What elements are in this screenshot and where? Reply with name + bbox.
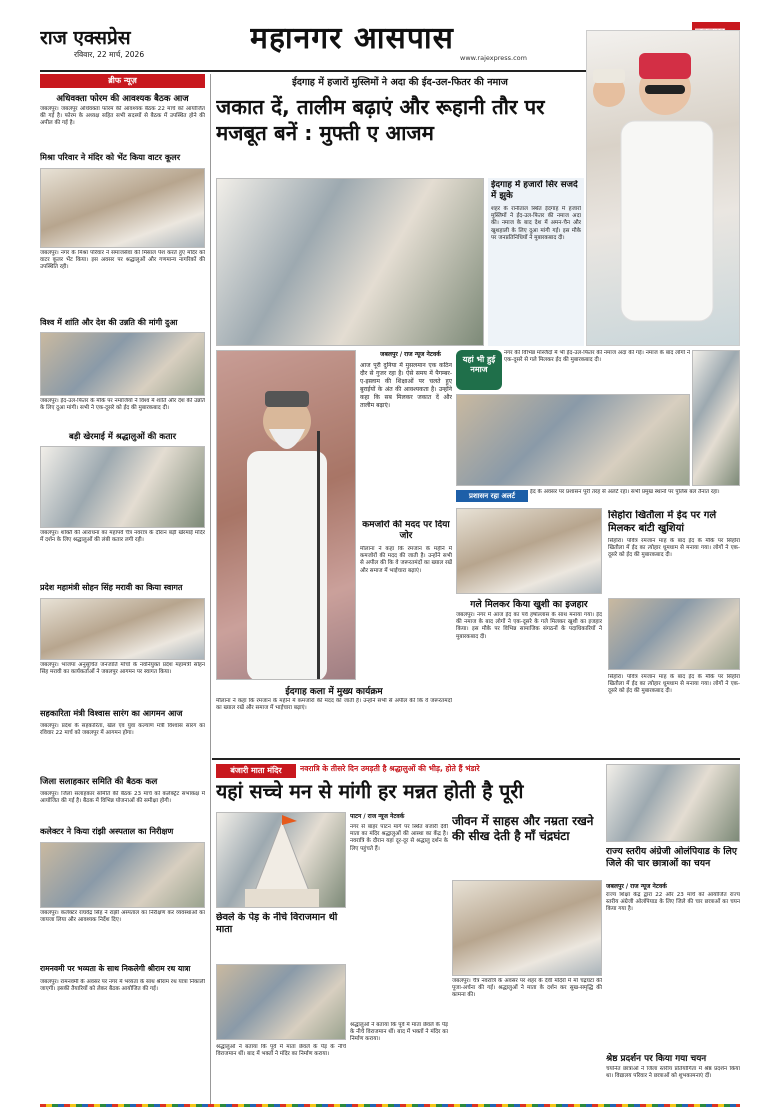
brief-text-5: जबलपुर। भाजपा अनुसूचित जनजाति मोर्चा के नवनियुक्त प्रदेश महामंत्री सोहन सिंह मरावी का कार्यकर्ताओं ने जबलपुर आगमन पर स्वागत किया। xyxy=(40,662,205,676)
brief-title-8: कलेक्टर ने किया रांझी अस्पताल का निरीक्षण xyxy=(40,826,174,836)
olympiad-title: राज्य स्तरीय अंग्रेजी ओलंपियाड के लिए जिले की चार छात्राओं का चयन xyxy=(606,846,737,869)
admin-text: ईद के अवसर पर प्रशासन पूरी तरह से अलर्ट रहा। सभी प्रमुख स्थानों पर पुलिस बल तैनात रहा। xyxy=(530,489,720,495)
shreshth-title: श्रेष्ठ प्रदर्शन पर किया गया चयन xyxy=(606,1054,707,1064)
side-text: मौलाना ने कहा कि रमजान के महीने में कमजोरों की मदद की जाती है। उन्होंने सभी से अपील की कि वे जरूरतमंदों का ख्याल रखें और समाज में भाईचारा बढ़ाएं। xyxy=(360,546,452,574)
jeevan-title: जीवन में साहस और नम्रता रखने की सीख देती है माँ चंद्रघंटा xyxy=(452,814,594,843)
child-body xyxy=(621,121,713,321)
side-box xyxy=(360,520,452,670)
brief-text-7: जबलपुर। जिला सलाहकार समिति की बैठक 23 मार्च को कलेक्ट्रेट सभाकक्ष में आयोजित की गई है। बैठक में विभिन्न योजनाओं की समीक्षा होगी। xyxy=(40,791,205,805)
bottom-byline: पाटन / राज न्यूज नेटवर्क xyxy=(350,813,405,820)
mufti-robe xyxy=(247,451,327,680)
child-cap xyxy=(639,53,691,79)
lead-box xyxy=(488,178,584,346)
yaha-badge xyxy=(456,350,502,390)
brief-title-5: प्रदेश महामंत्री सोहन सिंह मरावी का किया स्वागत xyxy=(40,583,183,592)
news-photo xyxy=(40,446,205,528)
microphone-stand xyxy=(317,431,320,680)
lead-kicker-bar xyxy=(216,74,584,90)
lead-photo-crowd xyxy=(216,178,484,346)
temple-subtitle: छेवले के पेड़ के नीचे विराजमान थी माता xyxy=(216,912,338,935)
brief-title-6: सहकारिता मंत्री विश्वास सारंग का आगमन आज xyxy=(40,708,183,718)
greeting-photo xyxy=(692,350,740,486)
brief-title-9: रामनवमी पर भव्यता के साथ निकलेगी श्रीराम रथ यात्रा xyxy=(40,964,191,973)
side-title: कमजोरों की मदद पर दिया जोर xyxy=(362,520,450,541)
website: www.rajexpress.com xyxy=(460,54,527,62)
brief-text-4: जबलपुर। शक्ति की आराधना का महापर्व चैत्र नवरात्र के दौरान बड़ी खेरमाई मंदिर में दर्शन के लिए श्रद्धालुओं की लंबी कतार लगी रही। xyxy=(40,530,205,544)
paper-name: राज एक्सप्रेस xyxy=(40,27,131,49)
brief-news-label: ब्रीफ न्यूज़ xyxy=(40,74,205,88)
temple-photo xyxy=(216,812,346,908)
sihora-text-2: सिहोरा। पवित्र रमजान माह के बाद ईद के मौके पर सिहोरा खितौला में ईद का त्योहार धूमधाम से मनाया गया। लोगों ने एक-दूसरे को ईद की मुबारकबाद दी। xyxy=(608,674,740,695)
lead-kicker: ईदगाह में हजारों मुस्लिमों ने अदा की ईद-उल-फितर की नमाज xyxy=(292,77,508,88)
gale-title: गले मिलकर किया खुशी का इजहार xyxy=(470,599,588,610)
admin-label: प्रशासन रहा अलर्ट xyxy=(456,490,528,502)
temple-headline: यहां सच्चे मन से मांगी हर मन्नत होती है पूरी xyxy=(216,780,524,803)
olympiad-text: राज्य शिक्षा केंद्र द्वारा 22 और 23 मार्च को आयोजित राज्य स्तरीय अंग्रेजी ओलंपियाड के लिए जिले की चार छात्राओं का चयन किया गया है। xyxy=(606,892,740,913)
gale-text: जबलपुर। नगर में आज ईद का पर्व हर्षोल्लास के साथ मनाया गया। ईद की नमाज के बाद लोगों ने एक-दूसरे के गले मिलकर खुशी का इजहार किया। इस मौके पर विभिन्न सामाजिक संगठनों के पदाधिकारियों ने मुबारकबाद दी। xyxy=(456,612,602,640)
gale-photo xyxy=(456,508,602,594)
brief-title-7: जिला सलाहकार समिति की बैठक कल xyxy=(40,776,158,786)
temple-kicker: नवरात्रि के तीसरे दिन उमड़ती है श्रद्धालुओं की भीड़, होते हैं भंडारे xyxy=(300,764,480,773)
lead-body: आज पूरी दुनिया में मुसलमान एक कठिन दौर से गुजर रहा है। ऐसे समय में पैगम्बर-ए-इस्लाम की शिक्षाओं पर चलते हुए बुराईयों के अंत की आवश्यकता है। उन्होंने कहा कि सब मिलकर जकात दें और तालीम बढ़ाएं। xyxy=(360,362,452,409)
section-title: महानगर आसपास xyxy=(250,22,454,56)
section-rule xyxy=(212,758,740,760)
brief-text-2: जबलपुर। नगर के मिश्रा परिवार ने समाजसेवा की मिसाल पेश करते हुए मंदिर को वाटर कूलर भेंट किया। इस अवसर पर श्रद्धालुओं और गणमान्य नागरिकों की उपस्थिति रही। xyxy=(40,250,205,271)
brief-text-1: जबलपुर। जबलपुर अधिवक्ता फोरम की आवश्यक बैठक 22 मार्च को आयोजित की गई है। फोरम के अध्यक्ष सहित सभी सदस्यों से बैठक में उपस्थित होने की अपील की गई है। xyxy=(40,106,205,127)
temple-flag xyxy=(282,815,297,825)
mufti-photo xyxy=(216,350,356,680)
namaz-photo xyxy=(456,394,690,486)
lead-headline: जकात दें, तालीम बढ़ाएं और रूहानी तौर पर मजबूत बनें : मुफ्ती ए आजम xyxy=(216,95,545,145)
issue-date: रविवार, 22 मार्च, 2026 xyxy=(74,50,145,59)
temple-text: श्रद्धालुओं ने बताया कि पूर्व में माता छेवले के पेड़ के नीचे विराजमान थीं। बाद में भक्तों ने मंदिर का निर्माण कराया। xyxy=(216,1044,346,1058)
temple-tag: बंजारी माता मंदिर xyxy=(216,764,296,778)
yaha-text: नगर की विभिन्न मस्जिदों में भी ईद-उल-फितर की नमाज अदा की गई। नमाज के बाद लोगों ने एक-दूसरे से गले मिलकर ईद की मुबारकबाद दी। xyxy=(504,350,690,364)
brief-title-1: अधिवक्ता फोरम की आवश्यक बैठक आज xyxy=(56,94,189,104)
bottom-text-2: श्रद्धालुओं ने बताया कि पूर्व में माता छेवले के पेड़ के नीचे विराजमान थीं। बाद में भक्तों ने मंदिर का निर्माण कराया। xyxy=(350,1022,448,1043)
mufti-figure xyxy=(217,351,356,680)
child-glasses xyxy=(645,85,685,94)
brief-text-9: जबलपुर। रामनवमी के अवसर पर नगर में भव्यता के साथ श्रीराम रथ यात्रा निकाली जाएगी। इसकी तैयारियों को लेकर बैठक आयोजित की गई। xyxy=(40,979,205,993)
mufti-caption-text: मौलाना ने कहा कि रमजान के महीने में कमजोरों की मदद की जाती है। उन्होंने सभी से अपील की कि वे जरूरतमंदों का ख्याल रखें और समाज में भाईचारा बढ़ाएं। xyxy=(216,698,452,712)
lead-box-text: शहर के रानीताल स्थित ईदगाह में हजारों मुस्लिमों ने ईद-उल-फितर की नमाज अदा की। नमाज के बाद देश में अमन-चैन और खुशहाली के लिए दुआ मांगी गई। इस मौके पर जनप्रतिनिधियों ने मुबारकबाद दी। xyxy=(491,206,581,241)
temple-spire xyxy=(255,821,309,891)
child-figure xyxy=(587,31,740,346)
temple-base xyxy=(245,889,319,908)
brief-title-3: विश्व में शांति और देश की उन्नति की मांगी दुआ xyxy=(40,318,178,327)
lead-byline: जबलपुर / राज न्यूज नेटवर्क xyxy=(380,351,441,358)
brief-text-3: जबलपुर। ईद-उल-फितर के मौके पर नमाजियों ने विश्व में शांति और देश की उन्नति के लिए दुआ मांगी। सभी ने एक-दूसरे को ईद की मुबारकबाद दी। xyxy=(40,398,205,412)
mufti-cap xyxy=(265,391,309,407)
jeevan-text: जबलपुर। चैत्र नवरात्रि के अवसर पर शहर के देवी मंदिरों में माँ चंद्रघंटा की पूजा-अर्चना की गई। श्रद्धालुओं ने माता के दर्शन कर सुख-समृद्धि की कामना की। xyxy=(452,978,602,999)
brief-text-8: जबलपुर। कलेक्टर राघवेंद्र सिंह ने रांझी अस्पताल का निरीक्षण कर व्यवस्थाओं का जायजा लिया और आवश्यक निर्देश दिए। xyxy=(40,910,205,924)
olympiad-photo xyxy=(606,764,740,842)
olympiad-byline: जबलपुर / राज न्यूज नेटवर्क xyxy=(606,883,667,890)
color-stripe xyxy=(40,1104,740,1107)
child-photo xyxy=(586,30,740,346)
small-child-cap xyxy=(593,69,625,83)
sihora-text: सिहोरा। पवित्र रमजान माह के बाद ईद के मौके पर सिहोरा खितौला में ईद का त्योहार धूमधाम से मनाया गया। लोगों ने एक-दूसरे को ईद की मुबारकबाद दी। xyxy=(608,538,740,559)
shreshth-text: चयनित छात्राओं ने जिला स्तरीय प्रतियोगिता में श्रेष्ठ प्रदर्शन किया था। विद्यालय परिवार ने छात्राओं को शुभकामनाएं दीं। xyxy=(606,1066,740,1080)
bottom-text: नगर से बाहर पाटन मार्ग पर स्थित बंजारी देवी माता का मंदिर श्रद्धालुओं की आस्था का केंद्र है। नवरात्रि के दौरान यहां दूर-दूर से श्रद्धालु दर्शन के लिए पहुंचते हैं। xyxy=(350,824,448,852)
news-photo xyxy=(40,332,205,396)
durga-photo xyxy=(452,880,602,976)
sihora-title: सिहोरा खितौला में ईद पर गले मिलकर बांटी खुशियां xyxy=(608,510,717,534)
brief-text-6: जबलपुर। प्रदेश के सहकारिता, खेल एवं युवा कल्याण मंत्री विश्वास सारंग का रविवार 22 मार्च को जबलपुर में आगमन होगा। xyxy=(40,723,205,737)
mufti-caption: ईदगाह कला में मुख्य कार्यक्रम xyxy=(285,687,383,697)
yaha-label: यहां भी हुई नमाज xyxy=(462,355,496,374)
sihora-photo xyxy=(608,598,740,670)
sidebar xyxy=(40,74,205,1104)
temple-shikhar xyxy=(217,813,346,908)
brief-title-2: मिश्रा परिवार ने मंदिर को भेंट किया वाटर कूलर xyxy=(40,152,181,162)
column-divider xyxy=(210,74,211,1104)
news-photo xyxy=(40,168,205,248)
news-photo xyxy=(40,598,205,660)
brief-title-4: बड़ी खेरमाई में श्रद्धालुओं की कतार xyxy=(68,431,176,441)
news-photo xyxy=(40,842,205,908)
lead-box-title: ईदगाह में हजारों सिर सजदे में झुके xyxy=(491,180,578,201)
devotee-photo xyxy=(216,964,346,1040)
